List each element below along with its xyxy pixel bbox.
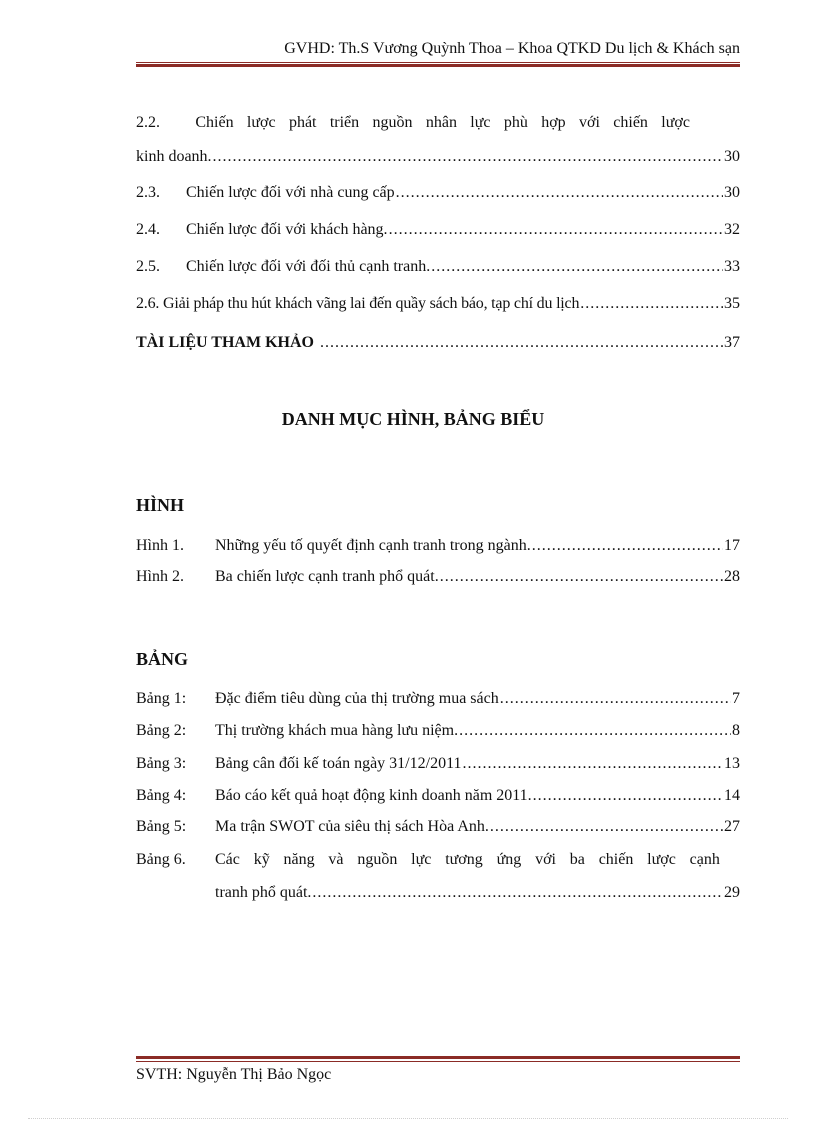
footer-rule-thick [136,1056,740,1059]
word: tương [445,851,483,868]
table-item-6-line1[interactable] [215,851,720,875]
figure-item[interactable] [136,537,740,561]
table-title-cont: tranh phổ quát. [215,884,312,901]
table-label: Bảng 4: [136,787,187,804]
dot-leader [431,258,723,276]
word: với [535,851,556,868]
dot-leader [500,690,731,708]
table-title: Thị trường khách mua hàng lưu niệm. [215,722,459,739]
dot-leader [320,334,723,352]
word: năng [283,851,315,868]
table-label: Bảng 6. [136,851,186,868]
word: nguồn [372,114,413,131]
page-footer: SVTH: Nguyễn Thị Bảo Ngọc [136,1066,332,1083]
table-page: 13 [724,755,740,772]
toc-references-page: 37 [724,334,740,351]
word: kỹ [253,851,270,868]
toc-item-2-3-number: 2.3. [136,184,160,201]
toc-item-2-2-number: 2.2. [136,114,160,131]
toc-item-2-6-page: 35 [724,295,740,312]
word: Các [215,851,240,868]
page-header: GVHD: Th.S Vương Quỳnh Thoa – Khoa QTKD Du lịch & Khách sạn [284,40,740,57]
dot-leader [389,221,723,239]
figure-title: Những yếu tố quyết định cạnh tranh trong ngành. [215,537,531,554]
toc-item-2-5-page: 33 [724,258,740,275]
word: ứng [496,851,522,868]
table-page: 27 [724,818,740,835]
list-title: DANH MỤC HÌNH, BẢNG BIỂU [281,409,545,429]
table-item[interactable] [136,755,740,779]
word: nguồn [357,851,398,868]
word: với [579,114,600,131]
word: phù [503,114,528,131]
figure-item[interactable] [136,568,740,592]
dot-leader [462,755,723,773]
word: triển [329,114,360,131]
toc-item-2-4-page: 32 [724,221,740,238]
word: lược [246,114,276,131]
header-rule-thin [136,62,740,63]
table-label: Bảng 3: [136,755,187,772]
table-item[interactable] [136,818,740,842]
table-page: 7 [732,690,740,707]
toc-item-2-4[interactable] [136,221,740,245]
dot-leader [213,148,723,166]
toc-item-2-2-title-cont: kinh doanh. [136,148,212,165]
toc-item-2-3[interactable] [136,184,740,208]
word: phát [288,114,317,131]
table-item[interactable] [136,722,740,746]
word: ba [569,851,585,868]
word: Chiến [195,114,234,131]
table-item-6-line2[interactable] [215,884,740,908]
table-page: 14 [724,787,740,804]
dot-leader [459,722,731,740]
toc-references-title: TÀI LIỆU THAM KHẢO [136,334,314,351]
dot-leader [532,537,723,555]
toc-item-2-4-number: 2.4. [136,221,160,238]
toc-item-2-2-page: 30 [724,148,740,165]
dot-leader [396,184,723,202]
word: chiến [598,851,634,868]
word: lực [411,851,432,868]
header-rule-thick [136,64,740,67]
figure-label: Hình 1. [136,537,184,554]
dot-leader [580,295,723,313]
toc-item-2-6[interactable] [136,295,740,319]
table-page: 8 [732,722,740,739]
table-item[interactable] [136,690,740,714]
word: lực [470,114,491,131]
figure-page: 17 [724,537,740,554]
dot-leader [533,787,723,805]
table-label: Bảng 1: [136,690,187,707]
toc-item-2-3-page: 30 [724,184,740,201]
word: cạnh [689,851,720,868]
toc-references[interactable] [136,334,740,358]
word: hợp [541,114,566,131]
toc-item-2-4-title: Chiến lược đối với khách hàng. [186,221,388,238]
figures-heading: HÌNH [136,495,185,515]
table-page: 29 [724,884,740,901]
toc-item-2-5-title: Chiến lược đối với đối thủ cạnh tranh. [186,258,431,275]
footer-rule-thin [136,1061,740,1062]
tables-heading: BẢNG [136,649,189,669]
table-title: Báo cáo kết quả hoạt động kinh doanh năm 2011. [215,787,532,804]
table-label: Bảng 5: [136,818,187,835]
figure-page: 28 [724,568,740,585]
table-title: Đặc điểm tiêu dùng của thị trường mua sách [215,690,499,707]
word: lược [647,851,676,868]
word: chiến [613,114,648,131]
dot-leader [312,884,723,902]
toc-item-2-3-title: Chiến lược đối với nhà cung cấp [186,184,395,201]
figure-label: Hình 2. [136,568,184,585]
table-title: Ma trận SWOT của siêu thị sách Hòa Anh. [215,818,489,835]
toc-item-2-2-line2[interactable] [136,148,740,172]
toc-item-2-5-number: 2.5. [136,258,160,275]
dot-leader [440,568,723,586]
toc-item-2-2-line1[interactable] [136,114,690,138]
dot-leader [490,818,723,836]
figure-title: Ba chiến lược cạnh tranh phổ quát. [215,568,439,585]
toc-item-2-5[interactable] [136,258,740,282]
word: nhân [425,114,457,131]
toc-item-2-6-title: 2.6. Giải pháp thu hút khách vãng lai đến quầy sách báo, tạp chí du lịch [136,295,580,312]
table-item[interactable] [136,787,740,811]
table-label: Bảng 2: [136,722,187,739]
word: và [328,851,344,868]
word: lược [661,114,690,131]
page-edge-divider [28,1118,788,1120]
table-title: Bảng cân đối kế toán ngày 31/12/2011 [215,755,462,772]
